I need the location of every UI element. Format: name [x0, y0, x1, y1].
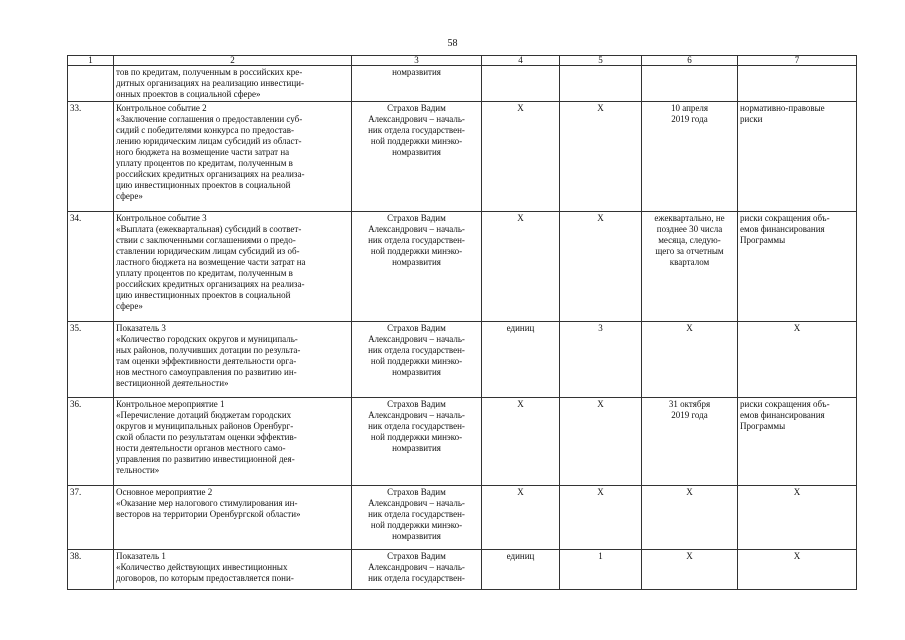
value-cell — [560, 66, 642, 102]
row-number — [68, 66, 114, 102]
value-cell: Х — [560, 102, 642, 212]
deadline-cell: 31 октября 2019 года — [642, 398, 738, 486]
table-row — [68, 66, 857, 102]
value-cell: Х — [560, 212, 642, 322]
page-number: 58 — [447, 38, 458, 49]
column-header: 2 — [114, 56, 352, 66]
column-number-row — [68, 56, 857, 66]
risk-cell: Х — [738, 550, 857, 590]
column-header: 1 — [68, 56, 114, 66]
unit-cell: единиц — [482, 322, 560, 398]
row-number: 38. — [68, 550, 114, 590]
responsible-person: Страхов Вадим Александрович – началь- ник отдела государствен- ной поддержки минэко- номразвития — [352, 212, 482, 322]
unit-cell: Х — [482, 398, 560, 486]
unit-cell: Х — [482, 486, 560, 550]
unit-cell: единиц — [482, 550, 560, 590]
value-cell: Х — [560, 486, 642, 550]
risk-cell: риски сокращения объ- емов финансирования Программы — [738, 212, 857, 322]
column-header: 6 — [642, 56, 738, 66]
responsible-person: Страхов Вадим Александрович – началь- ник отдела государствен- ной поддержки минэко- номразвития — [352, 322, 482, 398]
row-number: 37. — [68, 486, 114, 550]
program-plan-table — [67, 55, 857, 590]
row-number: 33. — [68, 102, 114, 212]
table-row — [68, 486, 857, 550]
deadline-cell: Х — [642, 550, 738, 590]
responsible-person: Страхов Вадим Александрович – началь- ник отдела государствен- ной поддержки минэко- номразвития — [352, 486, 482, 550]
deadline-cell: Х — [642, 322, 738, 398]
row-number: 34. — [68, 212, 114, 322]
measure-description: Основное мероприятие 2 «Оказание мер налогового стимулирования ин- весторов на территории Оренбургской области» — [114, 486, 352, 550]
responsible-person: Страхов Вадим Александрович – началь- ник отдела государствен- — [352, 550, 482, 590]
responsible-person: Страхов Вадим Александрович – началь- ник отдела государствен- ной поддержки минэко- номразвития — [352, 102, 482, 212]
risk-cell — [738, 66, 857, 102]
responsible-person: номразвития — [352, 66, 482, 102]
row-number: 35. — [68, 322, 114, 398]
column-header: 7 — [738, 56, 857, 66]
measure-description: тов по кредитам, полученным в российских кре- дитных организациях на реализацию инвестици- онных проектов в социальной сфере» — [114, 66, 352, 102]
responsible-person: Страхов Вадим Александрович – началь- ник отдела государствен- ной поддержки минэко- номразвития — [352, 398, 482, 486]
measure-description: Показатель 3 «Количество городских округов и муниципаль- ных районов, получивших дотации по результа- там оценки эффективности деятельности орга- нов местного самоуправления по развитию ин- вестиционной деятельности» — [114, 322, 352, 398]
table-row — [68, 322, 857, 398]
deadline-cell: ежеквартально, не позднее 30 числа месяца, следую- щего за отчетным кварталом — [642, 212, 738, 322]
table-row — [68, 398, 857, 486]
unit-cell: Х — [482, 102, 560, 212]
risk-cell: нормативно-правовые риски — [738, 102, 857, 212]
deadline-cell: Х — [642, 486, 738, 550]
risk-cell: Х — [738, 486, 857, 550]
column-header: 4 — [482, 56, 560, 66]
unit-cell: Х — [482, 212, 560, 322]
column-header: 5 — [560, 56, 642, 66]
deadline-cell: 10 апреля 2019 года — [642, 102, 738, 212]
measure-description: Контрольное событие 2 «Заключение соглашения о предоставлении суб- сидий с победителями конкурса по предостав- лению юридическим лицам субсидий из област- ного бюджета на возмещение части затрат на уплату процентов по кредитам, полученным в российских кредитных организациях на реализа- цию инвестиционных проектов в социальной сфере» — [114, 102, 352, 212]
row-number: 36. — [68, 398, 114, 486]
measure-description: Контрольное мероприятие 1 «Перечисление дотаций бюджетам городских округов и муниципальных районов Оренбург- ской области по результатам оценки эффектив- ности деятельности органов местного само- управления по развитию инвестиционной дея- тельности» — [114, 398, 352, 486]
table-row — [68, 102, 857, 212]
value-cell: Х — [560, 398, 642, 486]
measure-description: Контрольное событие 3 «Выплата (ежеквартальная) субсидий в соответ- ствии с заключенными соглашениями о предо- ставлении юридическим лицам субсидий из об- ластного бюджета на возмещение части затрат на уплату процентов по кредитам, полученным в российских кредитных организациях на реализа- цию инвестиционных проектов в социальной сфере» — [114, 212, 352, 322]
column-header: 3 — [352, 56, 482, 66]
risk-cell: риски сокращения объ- емов финансирования Программы — [738, 398, 857, 486]
unit-cell — [482, 66, 560, 102]
risk-cell: Х — [738, 322, 857, 398]
value-cell: 3 — [560, 322, 642, 398]
table-row — [68, 212, 857, 322]
measure-description: Показатель 1 «Количество действующих инвестиционных договоров, по которым предоставляется пони- — [114, 550, 352, 590]
value-cell: 1 — [560, 550, 642, 590]
table-row — [68, 550, 857, 590]
deadline-cell — [642, 66, 738, 102]
